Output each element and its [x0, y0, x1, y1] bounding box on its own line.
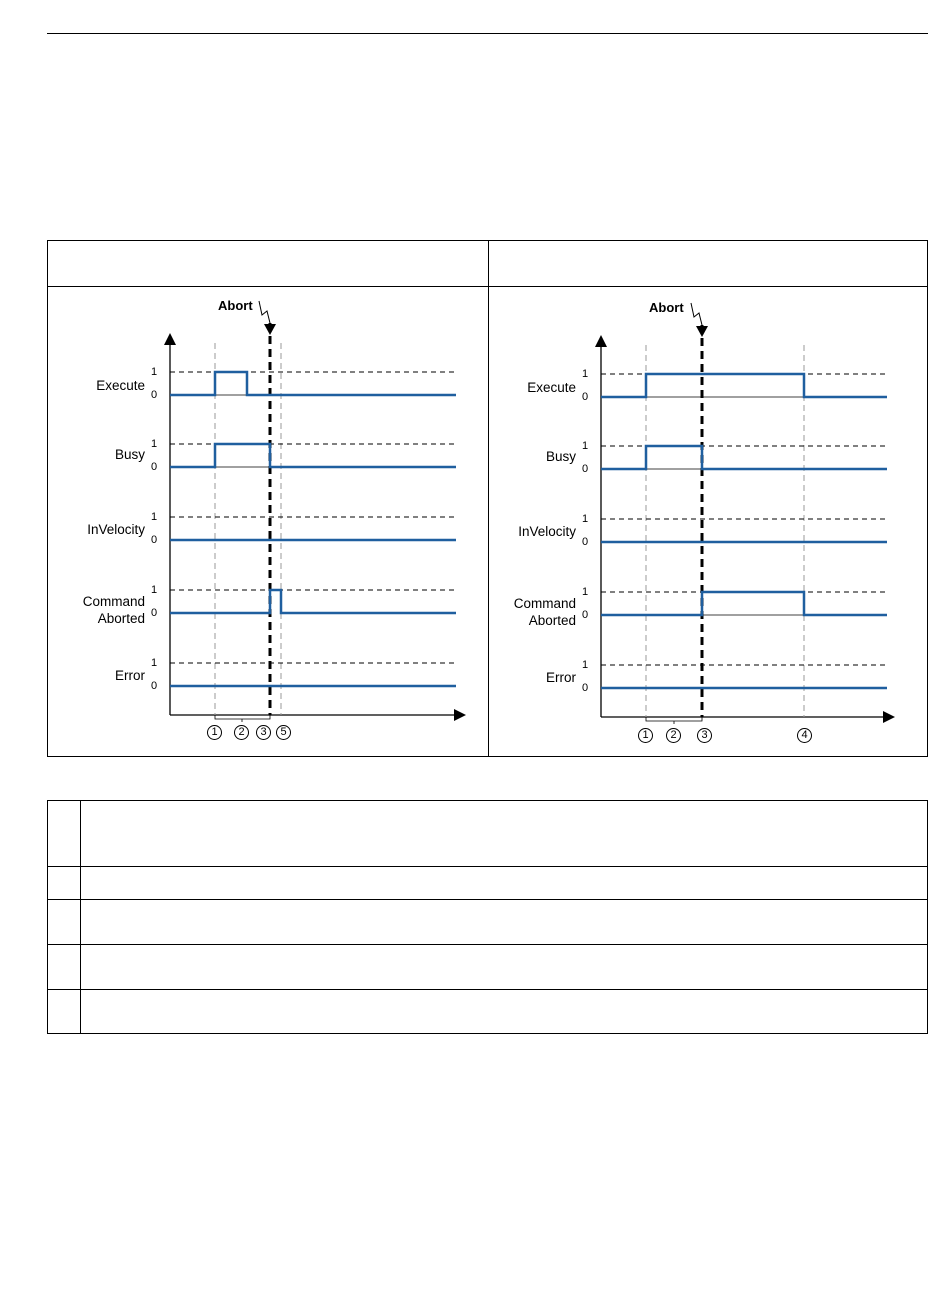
signal-execute — [170, 372, 456, 395]
level-low: 0 — [151, 534, 158, 546]
abort-lightning — [691, 303, 702, 325]
level-low: 0 — [582, 391, 589, 403]
signal-execute — [601, 374, 887, 397]
abort-label: Abort — [649, 300, 684, 315]
signal-label-invelocity: InVelocity — [87, 522, 145, 537]
level-high: 1 — [151, 511, 158, 523]
abort-lightning — [259, 301, 270, 323]
legend-row — [48, 944, 927, 989]
legend-row — [48, 989, 927, 1033]
marker-4: 4 — [797, 728, 812, 743]
signal-label-command-aborted: Command Aborted — [513, 596, 576, 628]
y-axis-arrow — [164, 333, 176, 345]
level-high: 1 — [151, 584, 158, 596]
signal-label-invelocity: InVelocity — [518, 524, 576, 539]
legend-table — [47, 800, 928, 1034]
marker-5: 5 — [276, 725, 291, 740]
signal-busy — [601, 446, 887, 469]
brace — [215, 715, 270, 722]
signal-label-execute: Execute — [96, 378, 145, 393]
signal-command-aborted — [170, 590, 456, 613]
x-axis-arrow — [454, 709, 466, 721]
signal-label-error: Error — [546, 670, 576, 685]
timing-diagram-table — [47, 240, 928, 757]
timing-diagram-right — [489, 287, 929, 756]
level-high: 1 — [582, 513, 589, 525]
legend-row — [48, 899, 927, 944]
signal-label-error: Error — [115, 668, 145, 683]
x-axis-arrow — [883, 711, 895, 723]
marker-3: 3 — [256, 725, 271, 740]
signal-label-command-aborted: Command Aborted — [82, 594, 145, 626]
level-high: 1 — [582, 586, 589, 598]
legend-number-cell — [48, 945, 81, 989]
legend-row — [48, 866, 927, 899]
level-high: 1 — [151, 657, 158, 669]
level-low: 0 — [582, 609, 589, 621]
level-low: 0 — [582, 536, 589, 548]
level-low: 0 — [151, 389, 158, 401]
legend-number-cell — [48, 867, 81, 899]
brace — [646, 717, 702, 724]
level-low: 0 — [582, 463, 589, 475]
marker-3: 3 — [697, 728, 712, 743]
top-rule — [47, 33, 928, 34]
legend-number-cell — [48, 990, 81, 1033]
abort-arrow-head — [264, 324, 276, 335]
level-high: 1 — [582, 659, 589, 671]
abort-arrow-head — [696, 326, 708, 337]
legend-number-cell — [48, 801, 81, 866]
level-high: 1 — [582, 368, 589, 380]
legend-row — [48, 801, 927, 866]
level-high: 1 — [582, 440, 589, 452]
signal-label-execute: Execute — [527, 380, 576, 395]
level-low: 0 — [151, 607, 158, 619]
abort-label: Abort — [218, 298, 253, 313]
legend-number-cell — [48, 900, 81, 944]
marker-1: 1 — [638, 728, 653, 743]
level-high: 1 — [151, 438, 158, 450]
level-low: 0 — [151, 680, 158, 692]
signal-label-busy: Busy — [114, 447, 145, 462]
level-low: 0 — [582, 682, 589, 694]
signal-command-aborted — [601, 592, 887, 615]
level-low: 0 — [151, 461, 158, 473]
signal-busy — [170, 444, 456, 467]
signal-label-busy: Busy — [545, 449, 576, 464]
y-axis-arrow — [595, 335, 607, 347]
marker-1: 1 — [207, 725, 222, 740]
marker-2: 2 — [666, 728, 681, 743]
timing-diagram-left — [48, 287, 488, 756]
marker-2: 2 — [234, 725, 249, 740]
level-high: 1 — [151, 366, 158, 378]
